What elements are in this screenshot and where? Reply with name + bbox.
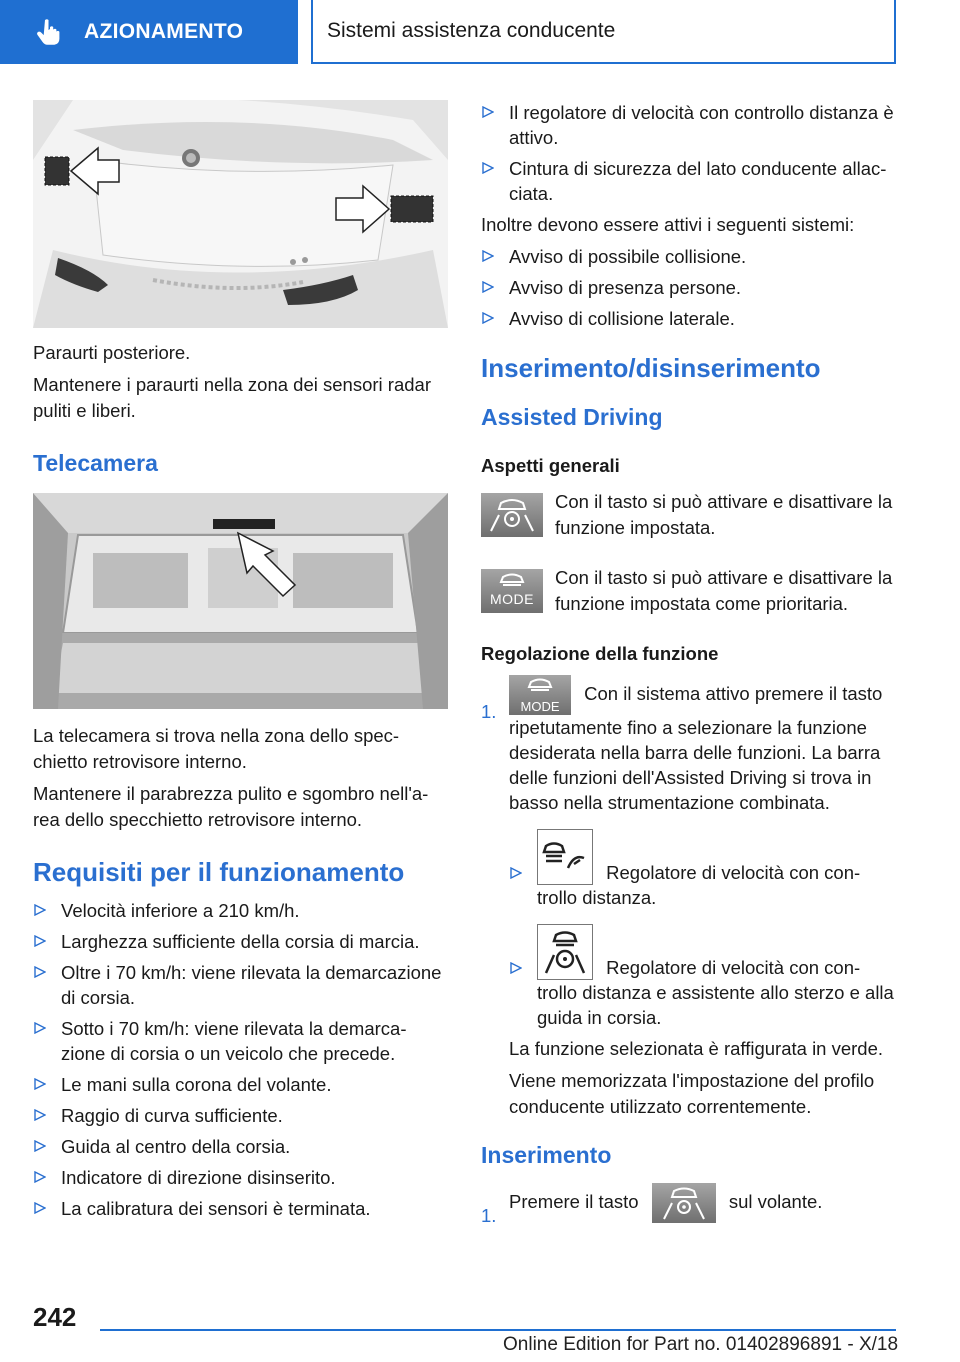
adjust-heading: Regolazione della funzione: [481, 643, 719, 664]
list-item: [481, 100, 901, 150]
assisted-driving-wheel-button-icon: [652, 1183, 716, 1223]
section-title-text: Sistemi assistenza conducente: [327, 19, 616, 42]
requirements-list: [33, 898, 448, 1221]
triangle-bullet-icon: [34, 1171, 46, 1183]
footer-divider: [100, 1329, 896, 1331]
camera-heading: Telecamera: [33, 450, 158, 476]
list-item-text: Sotto i 70 km/h: viene rilevata la demarca-zione di corsia o un veicolo che precede.: [61, 1018, 407, 1064]
footer-edition: Online Edition for Part no. 01402896891 - X/18: [503, 1334, 899, 1355]
list-item: [33, 898, 448, 923]
insert-step-pre: Premere il tasto: [509, 1190, 639, 1212]
camera-image: [33, 493, 448, 709]
triangle-bullet-icon: [482, 312, 494, 324]
requirements-list-continued: [481, 100, 901, 206]
list-item-text: Guida al centro della corsia.: [61, 1136, 291, 1157]
mode-label: MODE: [490, 591, 534, 607]
triangle-bullet-icon: [482, 250, 494, 262]
list-item-text: Raggio di curva sufficiente.: [61, 1105, 283, 1126]
insert-heading: Inserimento: [481, 1142, 612, 1168]
systems-intro: Inoltre devono essere attivi i seguenti sistemi:: [481, 214, 855, 235]
list-item: [33, 1016, 448, 1066]
list-item: [33, 960, 448, 1010]
assisted-driving-button-icon: [481, 493, 543, 537]
triangle-bullet-icon: [34, 1078, 46, 1090]
list-item: [33, 1134, 448, 1159]
triangle-bullet-icon: [34, 1022, 46, 1034]
page-number: 242: [33, 1302, 77, 1332]
right-column: [481, 100, 901, 1226]
triangle-bullet-icon: [34, 1140, 46, 1152]
list-item-text: Avviso di collisione laterale.: [509, 308, 735, 329]
sub-step-1: [509, 829, 901, 910]
list-item-text: Avviso di presenza persone.: [509, 277, 742, 298]
list-item-text: Avviso di possibile collisione.: [509, 246, 747, 267]
note-2: Viene memorizzata l'impostazione del profilo conducente utilizzato correntemente.: [509, 1070, 875, 1117]
chapter-tab[interactable]: [0, 0, 298, 64]
triangle-bullet-icon: [34, 1109, 46, 1121]
requirements-heading: Requisiti per il funzionamento: [33, 857, 405, 887]
list-item-text: Larghezza sufficiente della corsia di marcia.: [61, 931, 420, 952]
list-item-text: Velocità inferiore a 210 km/h.: [61, 900, 300, 921]
step-1-number: 1.: [481, 701, 497, 722]
mode-label-small: MODE: [520, 699, 560, 714]
section-title: [311, 0, 896, 64]
list-item: [481, 306, 901, 331]
general-row-2: [481, 565, 901, 623]
triangle-bullet-icon: [510, 962, 522, 974]
bumper-text: Mantenere i paraurti nella zona dei sensori radar puliti e liberi.: [33, 374, 431, 421]
general-row-1: [481, 489, 901, 547]
note-1: La funzione selezionata è raffigurata in verde.: [509, 1038, 884, 1059]
general-text-2: Con il tasto si può attivare e disattivare la funzione impostata come prioritaria.: [555, 567, 893, 614]
steering-assist-icon: [537, 924, 593, 980]
rear-bumper-illustration: [33, 100, 448, 328]
triangle-bullet-icon: [482, 281, 494, 293]
insert-step-number: 1.: [481, 1205, 497, 1226]
list-item: [33, 1072, 448, 1097]
cruise-control-distance-icon: [537, 829, 593, 885]
list-item: [33, 929, 448, 954]
triangle-bullet-icon: [34, 1202, 46, 1214]
list-item-text: Il regolatore di velocità con controllo distanza è attivo.: [509, 102, 894, 148]
list-item-text: Indicatore di direzione disinserito.: [61, 1167, 336, 1188]
systems-list: [481, 244, 901, 331]
general-heading: Aspetti generali: [481, 455, 620, 476]
bumper-caption: Paraurti posteriore.: [33, 342, 191, 363]
camera-text-1: La telecamera si trova nella zona dello spec-chietto retrovisore interno.: [33, 725, 400, 772]
list-item-text: Le mani sulla corona del volante.: [61, 1074, 332, 1095]
sub-step-2-text: Regolatore di velocità con con-: [606, 957, 861, 978]
list-item: [481, 275, 901, 300]
step-1-text: Con il sistema attivo premere il tasto ripetutamente fino a selezionare la funzione desiderata nella barra delle funzioni. La barra delle funzioni dell'Assisted Driving si trova in basso nella strumentazione combinata.: [509, 682, 883, 813]
sub-step-1-rest: trollo distanza.: [537, 887, 657, 908]
general-text-1: Con il tasto si può attivare e disattivare la funzione impostata.: [555, 491, 893, 538]
chapter-tab-label: AZIONAMENTO: [84, 20, 244, 43]
hand-pointer-icon: [34, 17, 64, 47]
list-item: [481, 156, 901, 206]
sub-step-2-rest: trollo distanza e assistente allo sterzo e alla guida in corsia.: [537, 982, 894, 1028]
triangle-bullet-icon: [482, 106, 494, 118]
list-item: [481, 244, 901, 269]
list-item-text: Oltre i 70 km/h: viene rilevata la demarcazione di corsia.: [61, 962, 442, 1008]
sub-step-1-text: Regolatore di velocità con con-: [606, 862, 861, 883]
camera-illustration: [33, 493, 448, 709]
list-item-text: Cintura di sicurezza del lato conducente allac-ciata.: [509, 158, 887, 204]
triangle-bullet-icon: [34, 935, 46, 947]
on-off-heading: Inserimento/disinserimento: [481, 353, 821, 383]
sub-step-2: [509, 924, 901, 1030]
list-item: [33, 1196, 448, 1221]
rear-bumper-image: [33, 100, 448, 328]
triangle-bullet-icon: [482, 162, 494, 174]
assisted-driving-heading: Assisted Driving: [481, 404, 663, 430]
list-item: [33, 1165, 448, 1190]
mode-button-icon-small: [509, 675, 571, 715]
left-column: [33, 100, 448, 1227]
camera-text-2: Mantenere il parabrezza pulito e sgombro nell'a-rea dello specchietto retrovisore interno.: [33, 783, 429, 830]
step-1: [481, 675, 901, 1120]
mode-button-icon: [481, 569, 543, 613]
triangle-bullet-icon: [34, 966, 46, 978]
triangle-bullet-icon: [34, 904, 46, 916]
list-item-text: La calibratura dei sensori è terminata.: [61, 1198, 371, 1219]
insert-step-1: [481, 1183, 901, 1226]
triangle-bullet-icon: [510, 867, 522, 879]
list-item: [33, 1103, 448, 1128]
insert-step-post: sul volante.: [728, 1190, 823, 1212]
